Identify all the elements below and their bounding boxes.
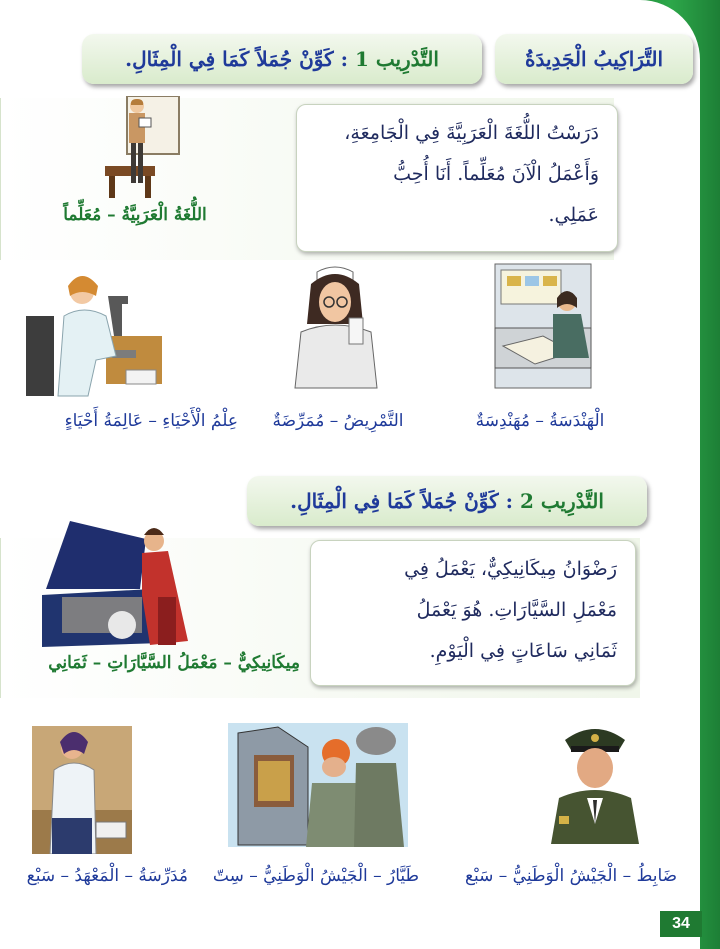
officer-caption: ضَابِطُ – الْجَيْشُ الْوَطَنِيُّ – سَبْع [464,866,678,886]
example2-caption: مِيكَانِيكِيٌّ – مَعْمَلُ السَّيَّارَاتِ – ثَمَانِي [48,653,300,673]
officer-image [549,720,641,844]
teacher-classroom-image [95,96,187,200]
pilot-image [228,723,408,847]
new-structures-label: التَّرَاكِيبُ الْجَدِيدَةُ [524,47,664,71]
example2-text-box [310,540,636,686]
mechanic-image [42,515,202,647]
pilot-caption: طَيَّارُ – الْجَيْشُ الْوَطَنِيُّ – سِتّ [212,866,420,886]
exercise1-title: التَّدْرِيب 1 [354,47,439,71]
example1-caption: اللُّغَةُ الْعَرَبِيَّةُ – مُعَلِّماً [63,205,207,225]
exercise2-instruction: كَوِّنْ جُمَلاً كَمَا فِي الْمِثَالِ. [290,489,499,513]
exercise1-instruction: كَوِّنْ جُمَلاً كَمَا فِي الْمِثَالِ. [125,47,334,71]
exercise2-separator: : [498,489,520,513]
example1-line1: دَرَسْتُ اللُّغَةَ الْعَرَبِيَّةَ فِي الْجَامِعَةِ، [344,122,599,144]
teacher-image [32,726,132,854]
example1-text-box [296,104,618,252]
new-structures-tab [495,34,693,84]
example1-line2: وَأَعْمَلُ الْآنَ مُعَلِّماً. أَنَا أُحِبُّ [393,163,599,185]
example2-line1: رَضْوَانُ مِيكَانِيكِيٌّ، يَعْمَلُ فِي [404,558,617,580]
exercise2-title: التَّدْرِيب 2 [519,489,604,513]
exercise2-tab [247,476,647,526]
exercise1-separator: : [333,47,355,71]
engineer-image [493,262,593,390]
engineer-caption: الْهَنْدَسَةُ – مُهَنْدِسَةٌ [475,411,605,431]
example1-line3: عَمَلِي. [548,204,599,226]
scientist-caption: عِلْمُ الْأَحْيَاءِ – عَالِمَةُ أَحْيَاءٍ [64,411,238,431]
example2-line2: مَعْمَلِ السَّيَّارَاتِ. هُوَ يَعْمَلُ [416,599,617,621]
exercise1-tab [82,34,482,84]
teacher-caption: مُدَرِّسَةُ – الْمَعْهَدُ – سَبْع [26,866,188,886]
nurse-image [287,262,385,390]
nurse-caption: التَّمْرِيضُ – مُمَرِّضَةٌ [272,411,404,431]
page-number: 34 [660,911,702,937]
scientist-image [26,266,166,398]
example2-line3: ثَمَانِي سَاعَاتٍ فِي الْيَوْمِ. [429,640,617,662]
